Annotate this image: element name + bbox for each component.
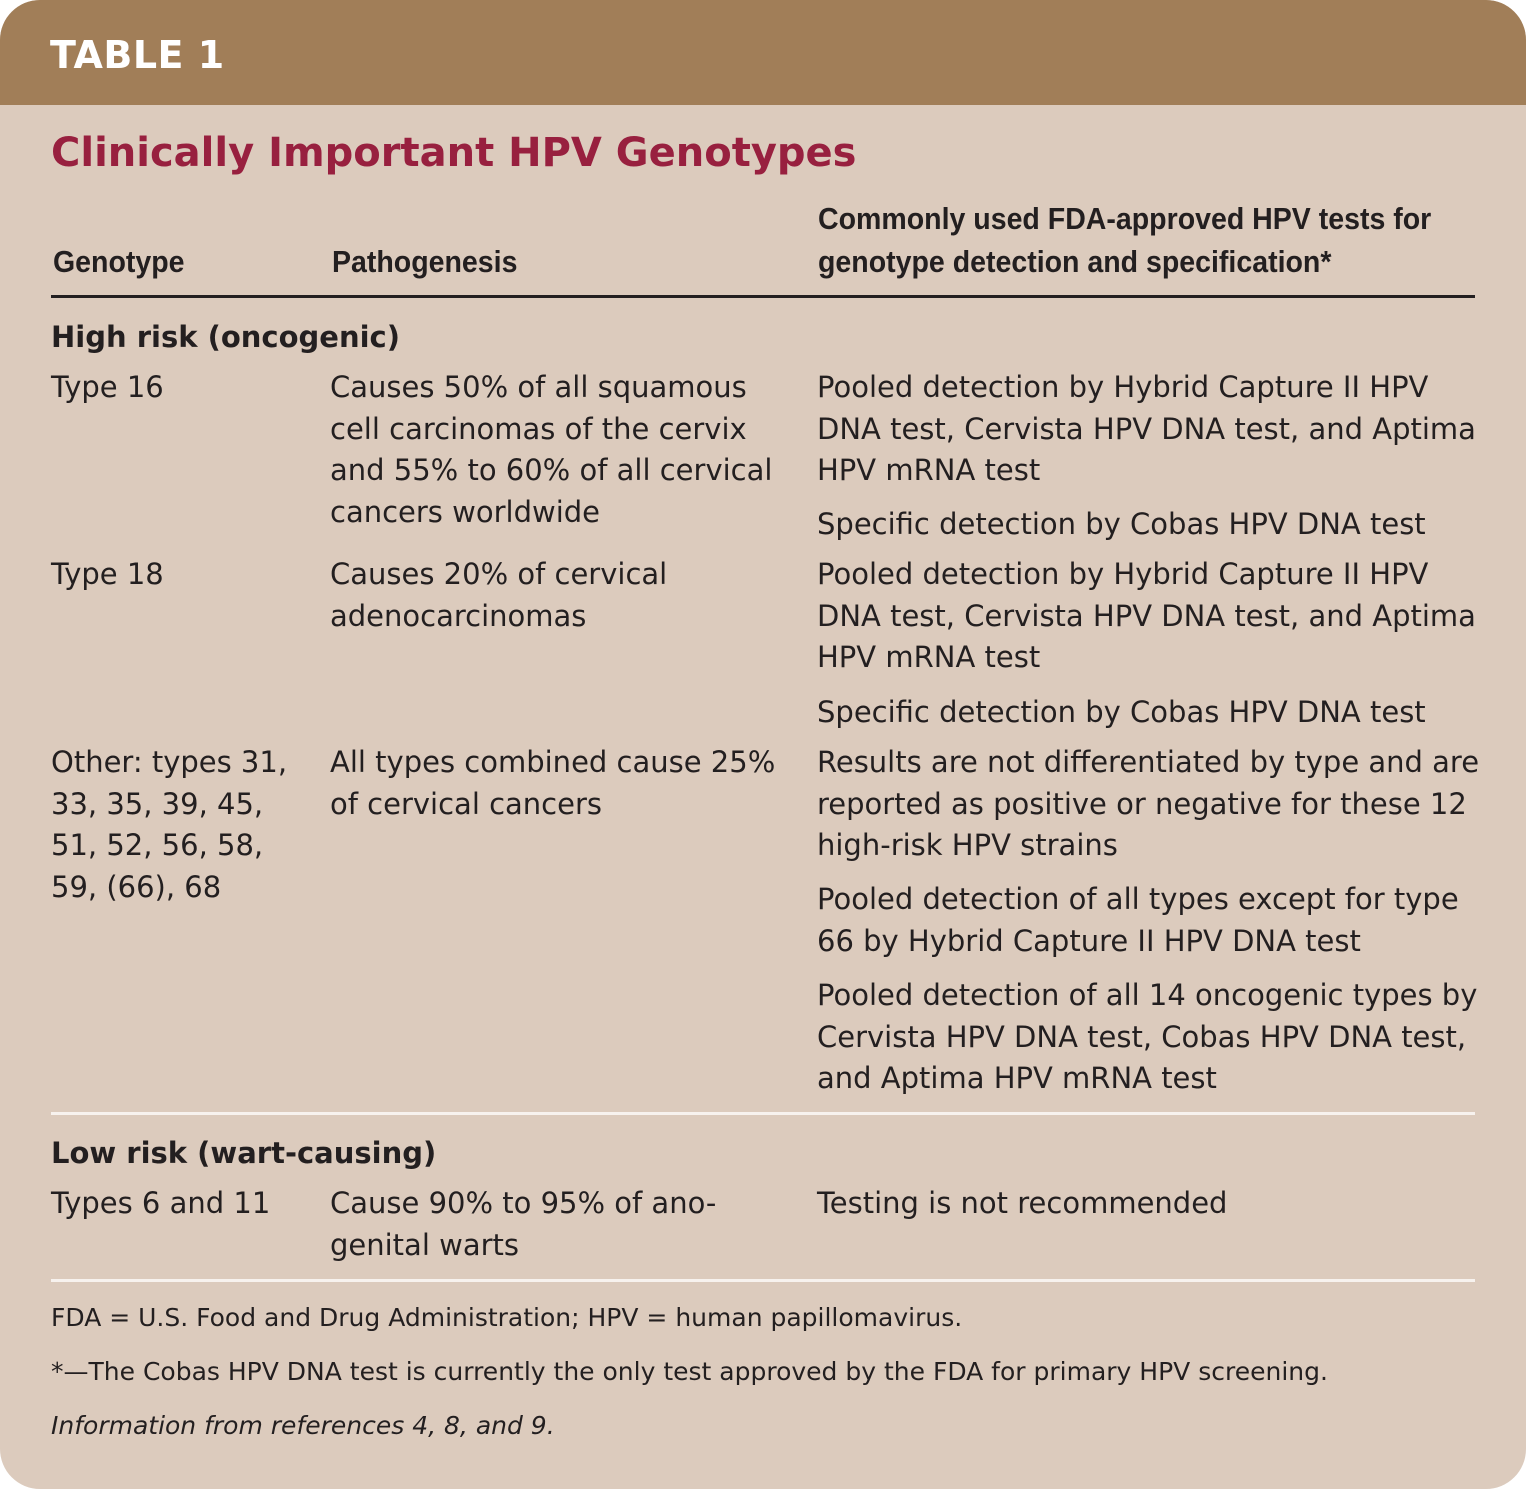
table-title: Clinically Important HPV Genotypes (51, 130, 857, 176)
column-header-pathogenesis: Pathogenesis (332, 244, 518, 279)
footnote-asterisk: *—The Cobas HPV DNA test is currently the only test approved by the FDA for primary HPV screening. (51, 1357, 1328, 1386)
test-cell: Pooled detection by Hybrid Capture II HPV DNA test, Cervista HPV DNA test, and Aptima HPV mRNA test (817, 370, 1476, 487)
genotype-cell: Type 18 (51, 557, 164, 591)
section-label-low-risk: Low risk (wart-causing) (51, 1136, 437, 1170)
table-number-label: TABLE 1 (50, 33, 225, 77)
test-cell: Specific detection by Cobas HPV DNA test (817, 695, 1426, 729)
test-cell: Specific detection by Cobas HPV DNA test (817, 507, 1426, 541)
pathogenesis-cell: Causes 50% of all squamous cell carcinomas of the cervix and 55% to 60% of all cervical cancers worldwide (330, 370, 773, 529)
pathogenesis-cell: All types combined cause 25% of cervical cancers (330, 745, 776, 821)
column-header-genotype: Genotype (53, 244, 185, 279)
test-cell: Testing is not recommended (817, 1186, 1228, 1220)
test-cell: Results are not differentiated by type and are reported as positive or negative for these 12 high-risk HPV strains (817, 745, 1480, 862)
header-rule (51, 295, 1475, 298)
genotype-cell: Type 16 (51, 370, 164, 404)
table-header-bar (0, 0, 1526, 105)
genotype-cell: Types 6 and 11 (51, 1186, 271, 1220)
test-cell: Pooled detection of all types except for type 66 by Hybrid Capture II HPV DNA test (817, 882, 1459, 958)
footer-divider (51, 1279, 1475, 1282)
test-cell: Pooled detection by Hybrid Capture II HPV DNA test, Cervista HPV DNA test, and Aptima HPV mRNA test (817, 557, 1476, 674)
section-label-high-risk: High risk (oncogenic) (51, 320, 400, 354)
footnote-source: Information from references 4, 8, and 9. (51, 1411, 555, 1440)
column-header-tests-line2: genotype detection and specification* (818, 244, 1332, 279)
footnote-abbreviations: FDA = U.S. Food and Drug Administration; HPV = human papillomavirus. (51, 1303, 963, 1332)
pathogenesis-cell: Causes 20% of cervical adenocarcinomas (330, 557, 668, 633)
genotype-cell: Other: types 31, 33, 35, 39, 45, 51, 52, 56, 58, 59, (66), 68 (51, 745, 288, 904)
test-cell: Pooled detection of all 14 oncogenic types by Cervista HPV DNA test, Cobas HPV DNA test, and Aptima HPV mRNA test (817, 978, 1478, 1095)
column-header-tests-line1: Commonly used FDA-approved HPV tests for (818, 201, 1432, 236)
section-divider (51, 1112, 1475, 1115)
pathogenesis-cell: Cause 90% to 95% of ano-genital warts (330, 1186, 717, 1262)
